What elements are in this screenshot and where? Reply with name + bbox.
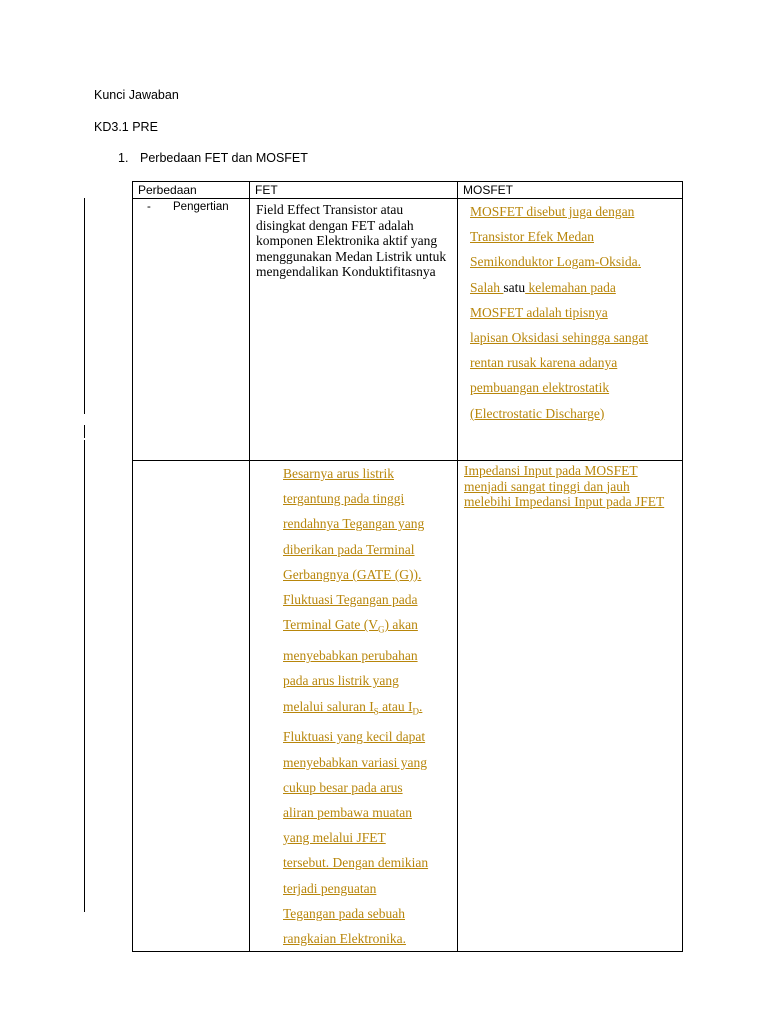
fet-line: Fluktuasi yang kecil dapat bbox=[283, 729, 426, 745]
fet-line: Gerbangnya (GATE (G)). bbox=[283, 566, 422, 582]
mosfet-text-gold: Salah bbox=[470, 279, 504, 295]
fet-line: Fluktuasi Tegangan pada bbox=[283, 592, 418, 608]
mosfet-text-gold: kelemahan pada bbox=[525, 279, 616, 295]
mosfet-line-mixed bbox=[470, 275, 678, 300]
margin-change-bar bbox=[84, 425, 85, 438]
fet-line: rangkaian Elektronika. bbox=[283, 931, 406, 947]
fet-line: cukup besar pada arus bbox=[283, 779, 403, 795]
row-label-cell bbox=[133, 199, 250, 461]
fet-explanation-cell bbox=[250, 461, 458, 952]
fet-line: tergantung pada tinggi bbox=[283, 491, 405, 507]
is-subscript: S bbox=[373, 706, 379, 717]
mosfet-explanation-cell bbox=[458, 461, 683, 952]
fet-line: Tegangan pada sebuah bbox=[283, 905, 406, 921]
item-title: Perbedaan FET dan MOSFET bbox=[140, 151, 308, 165]
mosfet-text-black: satu bbox=[503, 279, 526, 295]
is-mid: atau I bbox=[378, 698, 413, 714]
fet-line: menyebabkan perubahan bbox=[283, 648, 418, 664]
header-perbedaan: Perbedaan bbox=[133, 182, 250, 199]
fet-line: pada arus listrik yang bbox=[283, 673, 399, 689]
fet-line: rendahnya Tegangan yang bbox=[283, 516, 425, 532]
fet-line: aliran pembawa muatan bbox=[283, 805, 412, 821]
header-fet: FET bbox=[250, 182, 458, 199]
doc-subtitle: KD3.1 PRE bbox=[94, 120, 158, 134]
fet-line: Besarnya arus listrik bbox=[283, 466, 394, 481]
vg-prefix: Terminal Gate (V bbox=[283, 617, 379, 633]
list-dash: - bbox=[147, 201, 151, 213]
mosfet-definition-cell bbox=[458, 199, 683, 461]
item-number: 1. bbox=[118, 151, 129, 165]
mosfet-line: pembuangan elektrostatik bbox=[470, 380, 610, 396]
comparison-table bbox=[132, 181, 683, 952]
mosfet-line: MOSFET adalah tipisnya bbox=[470, 304, 608, 320]
id-subscript: D bbox=[412, 706, 419, 717]
mosfet-line: Transistor Efek Medan bbox=[470, 229, 594, 245]
vg-suffix: ) akan bbox=[384, 617, 418, 633]
id-suffix: . bbox=[418, 698, 423, 714]
margin-change-bar bbox=[84, 440, 85, 912]
mosfet-line: rentan rusak karena adanya bbox=[470, 355, 618, 371]
mosfet-impedance-text: Impedansi Input pada MOSFET menjadi sangat tinggi dan jauh melebihi Impedansi Input pada JFET bbox=[464, 463, 665, 509]
row-label-cell-empty bbox=[133, 461, 250, 952]
mosfet-line: Semikonduktor Logam-Oksida. bbox=[470, 254, 641, 270]
fet-line: diberikan pada Terminal bbox=[283, 541, 415, 557]
margin-change-bar bbox=[84, 198, 85, 414]
doc-title: Kunci Jawaban bbox=[94, 88, 179, 102]
mosfet-line: (Electrostatic Discharge) bbox=[470, 405, 605, 421]
vg-subscript: G bbox=[378, 624, 385, 635]
is-prefix: melalui saluran I bbox=[283, 698, 374, 714]
fet-line: tersebut. Dengan demikian bbox=[283, 855, 429, 871]
header-mosfet: MOSFET bbox=[458, 182, 683, 199]
fet-line-is-id bbox=[283, 694, 457, 725]
fet-line: menyebabkan variasi yang bbox=[283, 754, 427, 770]
table-header-row bbox=[133, 182, 683, 199]
fet-line: terjadi penguatan bbox=[283, 880, 377, 896]
fet-definition: Field Effect Transistor atau disingkat dengan FET adalah komponen Elektronika aktif yang menggunakan Medan Listrik untuk mengendalikan Konduktifitasnya bbox=[250, 199, 458, 461]
row-label: Pengertian bbox=[173, 201, 229, 213]
item-heading bbox=[118, 151, 308, 165]
table-row bbox=[133, 461, 683, 952]
fet-line: yang melalui JFET bbox=[283, 830, 386, 846]
mosfet-line: lapisan Oksidasi sehingga sangat bbox=[470, 330, 649, 346]
table-row bbox=[133, 199, 683, 461]
fet-line-vg bbox=[283, 612, 457, 643]
mosfet-line: MOSFET disebut juga dengan bbox=[470, 204, 635, 219]
